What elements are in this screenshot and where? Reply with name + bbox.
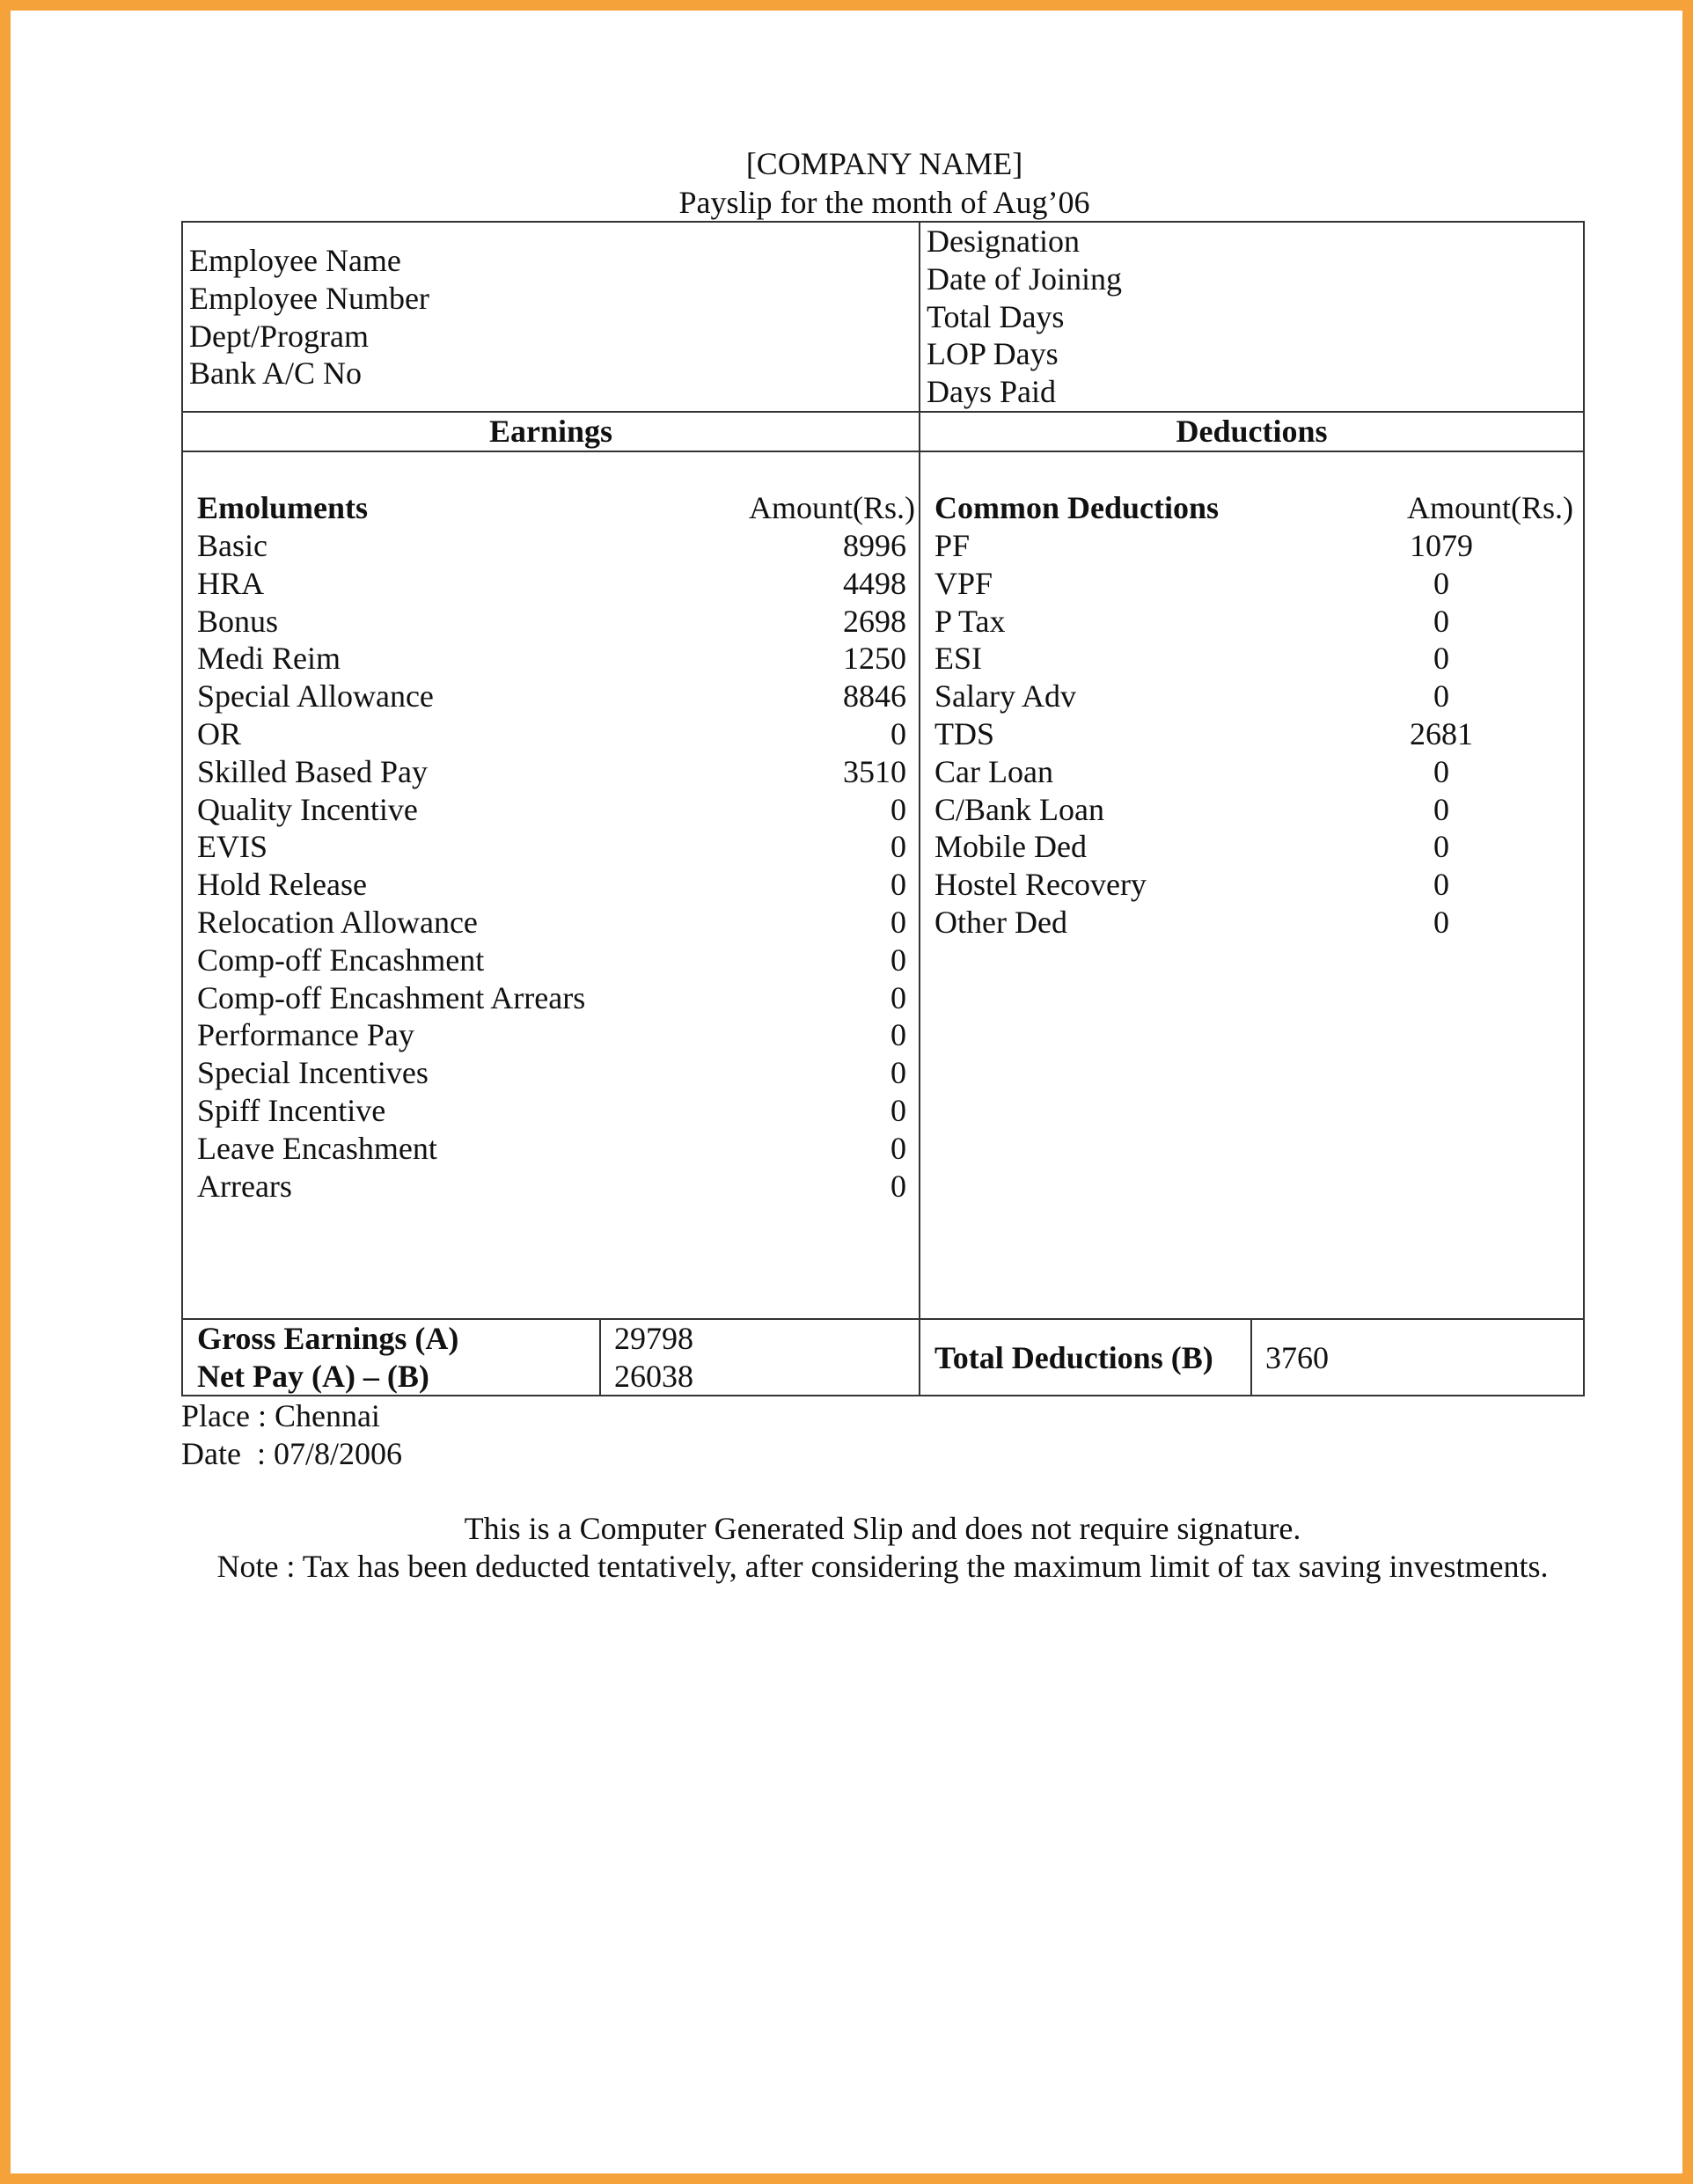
earning-amount: 0 [890, 1092, 906, 1128]
earning-amount: 0 [890, 979, 906, 1015]
earning-label: Arrears [197, 1168, 292, 1204]
earning-amount: 0 [890, 942, 906, 978]
info-employee-name: Employee Name [189, 243, 401, 278]
earning-label: Spiff Incentive [197, 1092, 386, 1128]
earning-label: Special Incentives [197, 1055, 429, 1091]
earning-amount: 8846 [843, 678, 906, 715]
deduction-amount: 0 [1433, 678, 1449, 715]
deduction-label: Car Loan [934, 753, 1053, 789]
earning-label: Skilled Based Pay [197, 753, 428, 789]
earning-label: HRA [197, 565, 265, 601]
earnings-amounts [730, 527, 906, 1205]
total-ded-value-divider [1250, 1318, 1252, 1396]
deduction-label: ESI [934, 641, 982, 677]
deduction-amount: 0 [1433, 829, 1449, 865]
section-header-bottom-border [181, 451, 1585, 452]
earning-amount: 0 [890, 715, 906, 751]
earning-label: Performance Pay [197, 1017, 414, 1053]
deduction-label: TDS [934, 715, 995, 751]
earning-label: Basic [197, 528, 268, 563]
deduction-label: Hostel Recovery [934, 867, 1147, 903]
earning-label: OR [197, 715, 242, 751]
earning-label: Comp-off Encashment Arrears [197, 979, 586, 1015]
earnings-header: Earnings [488, 414, 613, 449]
earning-amount: 0 [890, 791, 906, 827]
deduction-label: P Tax [934, 603, 1006, 639]
info-date-of-joining: Date of Joining [927, 260, 1122, 297]
common-deductions-label: Common Deductions [934, 490, 1220, 525]
earning-amount: 8996 [843, 528, 906, 563]
info-bank-ac: Bank A/C No [189, 355, 363, 392]
earning-amount: 3510 [843, 753, 906, 789]
earning-label: Leave Encashment [197, 1130, 437, 1166]
total-deductions-label: Total Deductions (B) [934, 1340, 1213, 1375]
earning-label: Comp-off Encashment [197, 942, 485, 978]
total-deductions-value: 3760 [1265, 1340, 1329, 1375]
employee-info-left [189, 242, 429, 392]
earning-amount: 0 [890, 1168, 906, 1204]
payslip-subtitle: Payslip for the month of Aug’06 [678, 185, 1090, 220]
deduction-amount: 0 [1433, 641, 1449, 677]
earning-label: Special Allowance [197, 678, 434, 715]
computer-generated-note: This is a Computer Generated Slip and does not require signature. [464, 1511, 1301, 1546]
deduction-label: Other Ded [934, 904, 1067, 940]
deductions-header: Deductions [1176, 414, 1328, 449]
deduction-amount: 0 [1433, 565, 1449, 601]
info-lop-days: LOP Days [927, 336, 1059, 372]
net-pay-value: 26038 [614, 1359, 693, 1394]
earnings-labels [197, 527, 585, 1205]
deduction-label: Salary Adv [934, 678, 1076, 715]
deduction-amount: 0 [1433, 791, 1449, 827]
place-line: Place : Chennai [181, 1398, 380, 1433]
table-left-border [181, 221, 183, 1396]
employee-info-right [927, 223, 1122, 411]
deduction-label: PF [934, 528, 971, 563]
tax-note: Note : Tax has been deducted tentatively, after considering the maximum limit of tax saving investments. [216, 1549, 1549, 1584]
earning-amount: 0 [890, 1130, 906, 1166]
table-top-border [181, 221, 1585, 223]
earning-amount: 1250 [843, 641, 906, 677]
info-dept-program: Dept/Program [189, 318, 369, 354]
info-designation: Designation [927, 224, 1080, 259]
earning-amount: 4498 [843, 565, 906, 601]
earning-label: Relocation Allowance [197, 904, 478, 940]
earning-amount: 0 [890, 867, 906, 903]
info-employee-number: Employee Number [189, 280, 429, 316]
info-days-paid: Days Paid [927, 374, 1056, 410]
gross-earnings-value: 29798 [614, 1321, 693, 1356]
earning-amount: 0 [890, 1017, 906, 1053]
earning-amount: 2698 [843, 603, 906, 639]
emoluments-label: Emoluments [197, 490, 369, 525]
earning-amount: 0 [890, 1055, 906, 1091]
deduction-label: C/Bank Loan [934, 791, 1104, 827]
company-name: [COMPANY NAME] [745, 146, 1023, 181]
earnings-amount-label: Amount(Rs.) [749, 490, 915, 525]
deductions-amount-label: Amount(Rs.) [1407, 490, 1573, 525]
table-right-border [1583, 221, 1585, 1396]
deduction-amount: 0 [1433, 904, 1449, 940]
deduction-amount: 0 [1433, 603, 1449, 639]
table-center-divider [919, 221, 920, 1396]
date-line: Date : 07/8/2006 [181, 1436, 402, 1471]
deduction-label: VPF [934, 565, 993, 601]
gross-earnings-label: Gross Earnings (A) [197, 1321, 459, 1356]
deduction-amount: 1079 [1410, 528, 1473, 563]
earning-label: EVIS [197, 829, 268, 865]
earning-label: Hold Release [197, 867, 367, 903]
info-total-days: Total Days [927, 298, 1065, 334]
deductions-labels [934, 527, 1147, 942]
deduction-amount: 2681 [1410, 715, 1473, 751]
deduction-label: Mobile Ded [934, 829, 1087, 865]
net-pay-label: Net Pay (A) – (B) [197, 1359, 429, 1394]
deduction-amount: 0 [1433, 867, 1449, 903]
earning-amount: 0 [890, 904, 906, 940]
earning-amount: 0 [890, 829, 906, 865]
deductions-amounts [1353, 527, 1529, 942]
deduction-amount: 0 [1433, 753, 1449, 789]
gross-value-divider [599, 1318, 601, 1396]
earning-label: Medi Reim [197, 641, 341, 677]
earning-label: Bonus [197, 603, 279, 639]
earning-label: Quality Incentive [197, 791, 418, 827]
